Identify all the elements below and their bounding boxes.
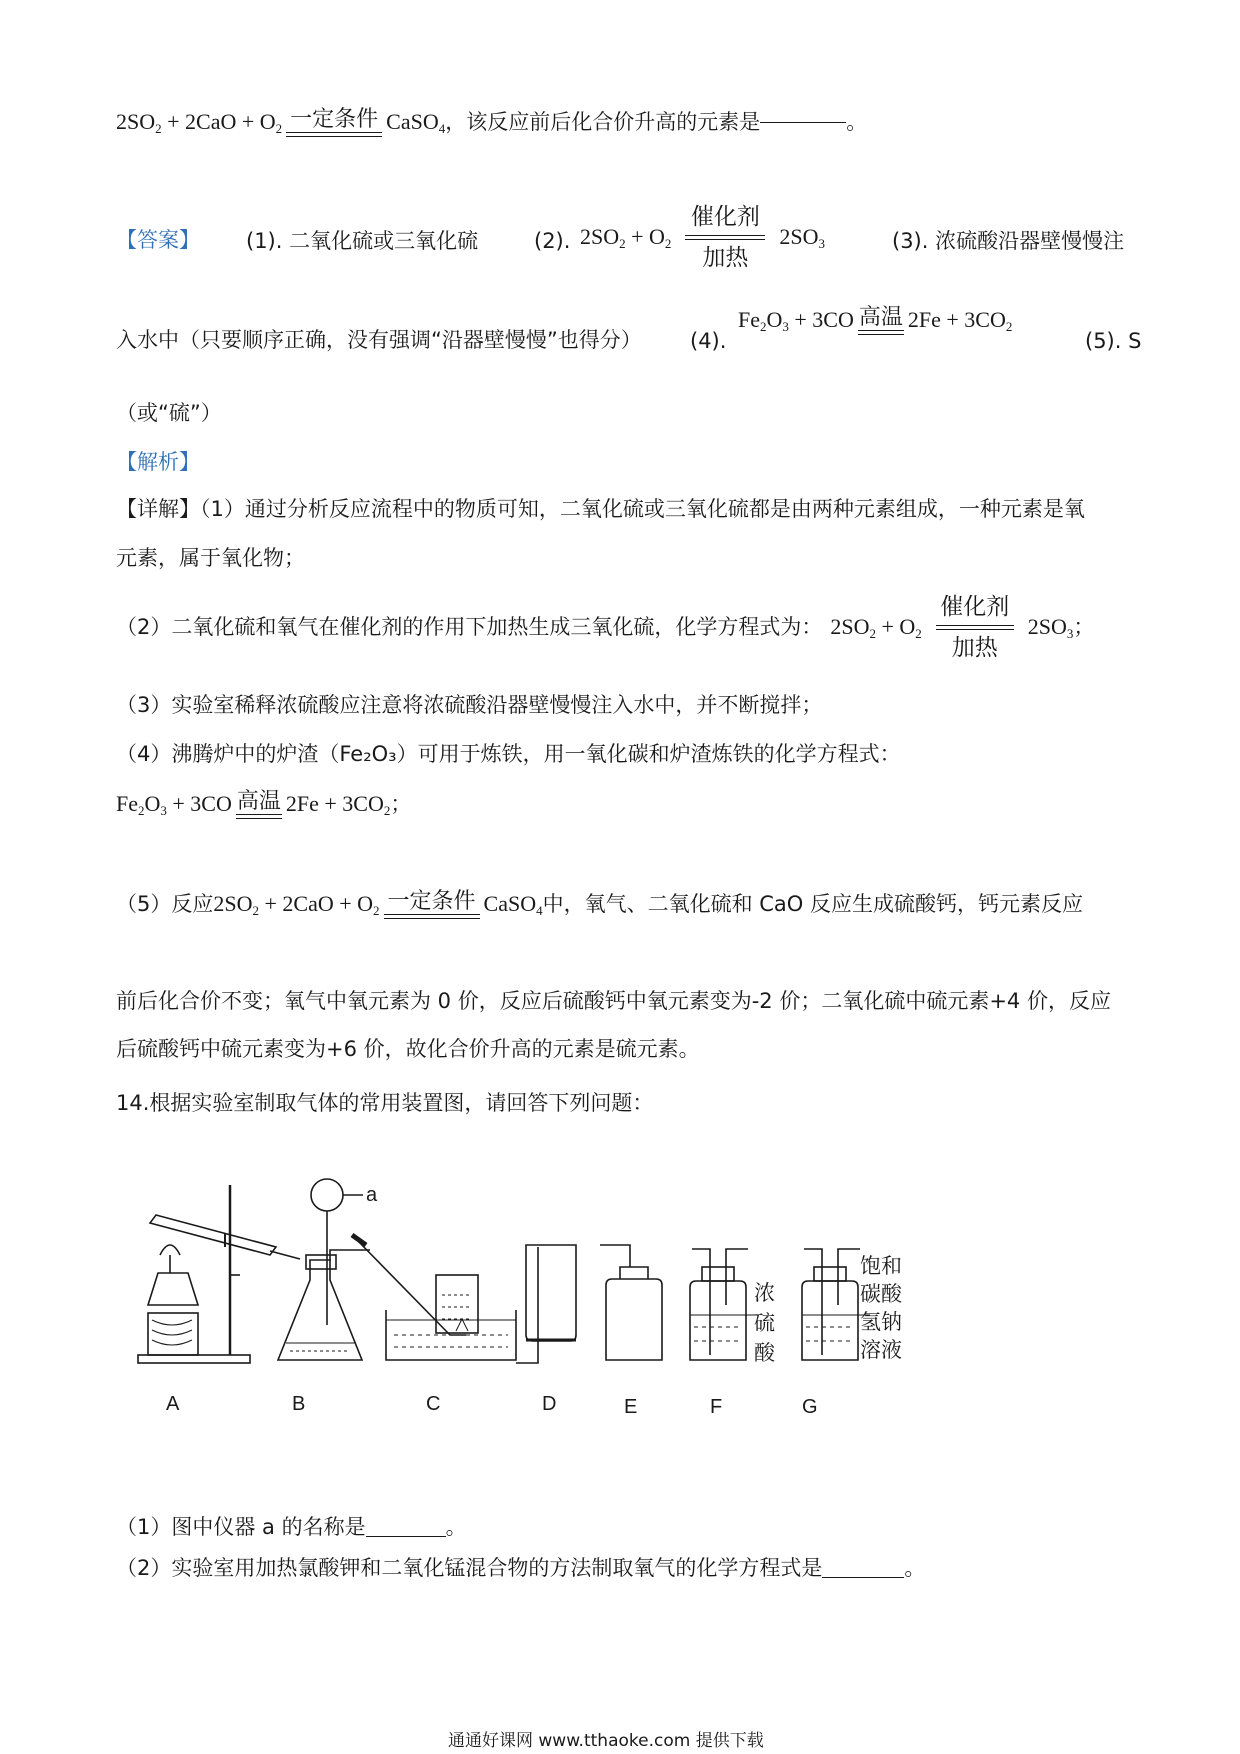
- answer-blank: [760, 122, 846, 123]
- reaction-arrow: 高温: [236, 790, 282, 819]
- answer-2-number: (2).: [534, 229, 571, 253]
- reaction-arrow: 催化剂 加热: [936, 594, 1014, 662]
- f-text-1: 浓: [754, 1281, 775, 1305]
- reaction-arrow: 催化剂 加热: [685, 204, 765, 272]
- answer-blank: [366, 1536, 446, 1537]
- answer-3: (3). 浓硫酸沿器壁慢慢注: [892, 229, 1125, 253]
- question-14-title: 14.根据实验室制取气体的常用装置图，请回答下列问题：: [116, 1091, 654, 1115]
- detail-4: （4）沸腾炉中的炉渣（Fe₂O₃）可用于炼铁，用一氧化碳和炉渣炼铁的化学方程式：: [116, 742, 901, 766]
- label-a: A: [166, 1393, 180, 1415]
- reaction-arrow: 一定条件: [286, 108, 382, 137]
- apparatus-b: [278, 1179, 370, 1360]
- detail-5b: 前后化合价不变；氧气中氧元素为 0 价，反应后硫酸钙中氧元素变为-2 价；二氧化硫中硫元素+4 价，反应: [116, 989, 1111, 1013]
- reaction-arrow: 一定条件: [384, 890, 480, 919]
- label-c: C: [426, 1393, 441, 1415]
- g-text-3: 氢钠: [860, 1310, 902, 1334]
- g-text-2: 碳酸: [860, 1282, 902, 1306]
- f-text-3: 酸: [754, 1341, 775, 1365]
- reaction-arrow: 高温: [858, 306, 904, 335]
- label-g: G: [802, 1396, 818, 1418]
- apparatus-e: [600, 1245, 662, 1360]
- footer: 通通好课网 www.tthaoke.com 提供下载: [448, 1731, 764, 1751]
- g-text-1: 饱和: [860, 1254, 902, 1278]
- apparatus-c: [352, 1235, 516, 1360]
- detail-1b: 元素，属于氧化物；: [116, 546, 305, 570]
- apparatus-figure: [130, 1155, 1010, 1420]
- sub-question-2: （2）实验室用加热氯酸钾和二氧化锰混合物的方法制取氧气的化学方程式是 。: [116, 1556, 926, 1580]
- label-f: F: [710, 1396, 723, 1418]
- answer-4-number: (4).: [690, 329, 727, 353]
- detail-2-line: （2）二氧化硫和氧气在催化剂的作用下加热生成三氧化硫，化学方程式为： $2SO_2 + O_2$ 催化剂 加热 $2SO_3$ ；: [116, 594, 1095, 662]
- f-text-2: 硫: [754, 1311, 775, 1335]
- label-b: B: [292, 1393, 306, 1415]
- equation-line-1: $2SO_2 + 2CaO + O_2$ 一定条件 CaSO$_4$ ，该反应前后化合价升高的元素是 。: [116, 107, 868, 136]
- answer-2-equation: $2SO_2 + O_2$ 催化剂 加热 $2SO_3$: [580, 204, 826, 272]
- apparatus-a: [138, 1185, 300, 1363]
- answer-4-equation: $Fe_2O_3 + 3CO$ 高温 $2Fe + 3CO_2$: [738, 305, 1013, 334]
- sub-question-1: （1）图中仪器 a 的名称是 。: [116, 1515, 467, 1539]
- answer-tag: 【答案】: [116, 228, 200, 252]
- detail-3: （3）实验室稀释浓硫酸应注意将浓硫酸沿器壁慢慢注入水中，并不断搅拌；: [116, 693, 823, 717]
- instrument-a-label: a: [366, 1184, 378, 1206]
- label-d: D: [542, 1393, 557, 1415]
- analysis-tag: 【解析】: [116, 450, 200, 474]
- g-text-4: 溶液: [860, 1338, 902, 1362]
- answer-3-cont: 入水中（只要顺序正确，没有强调“沿器壁慢慢”也得分）: [116, 328, 642, 352]
- answer-5: (5). S: [1085, 329, 1142, 353]
- answer-1: (1). 二氧化硫或三氧化硫: [246, 229, 479, 253]
- detail-1a: 【详解】（1）通过分析反应流程中的物质可知，二氧化硫或三氧化硫都是由两种元素组成，一种元素是氧: [116, 497, 1085, 521]
- answer-blank: [822, 1577, 904, 1578]
- answer-5-cont: （或“硫”）: [116, 401, 222, 425]
- label-e: E: [624, 1396, 638, 1418]
- detail-5-line: （5）反应 $2SO_2 + 2CaO + O_2$ 一定条件 CaSO$_4$ 中，氧气、二氧化硫和 CaO 反应生成硫酸钙，钙元素反应: [116, 889, 1084, 918]
- apparatus-d: [516, 1245, 576, 1363]
- apparatus-f: [690, 1249, 758, 1360]
- detail-5c: 后硫酸钙中硫元素变为+6 价，故化合价升高的元素是硫元素。: [116, 1037, 700, 1061]
- detail-4-equation: $Fe_2O_3 + 3CO$ 高温 $2Fe + 3CO_2$ ；: [116, 789, 412, 818]
